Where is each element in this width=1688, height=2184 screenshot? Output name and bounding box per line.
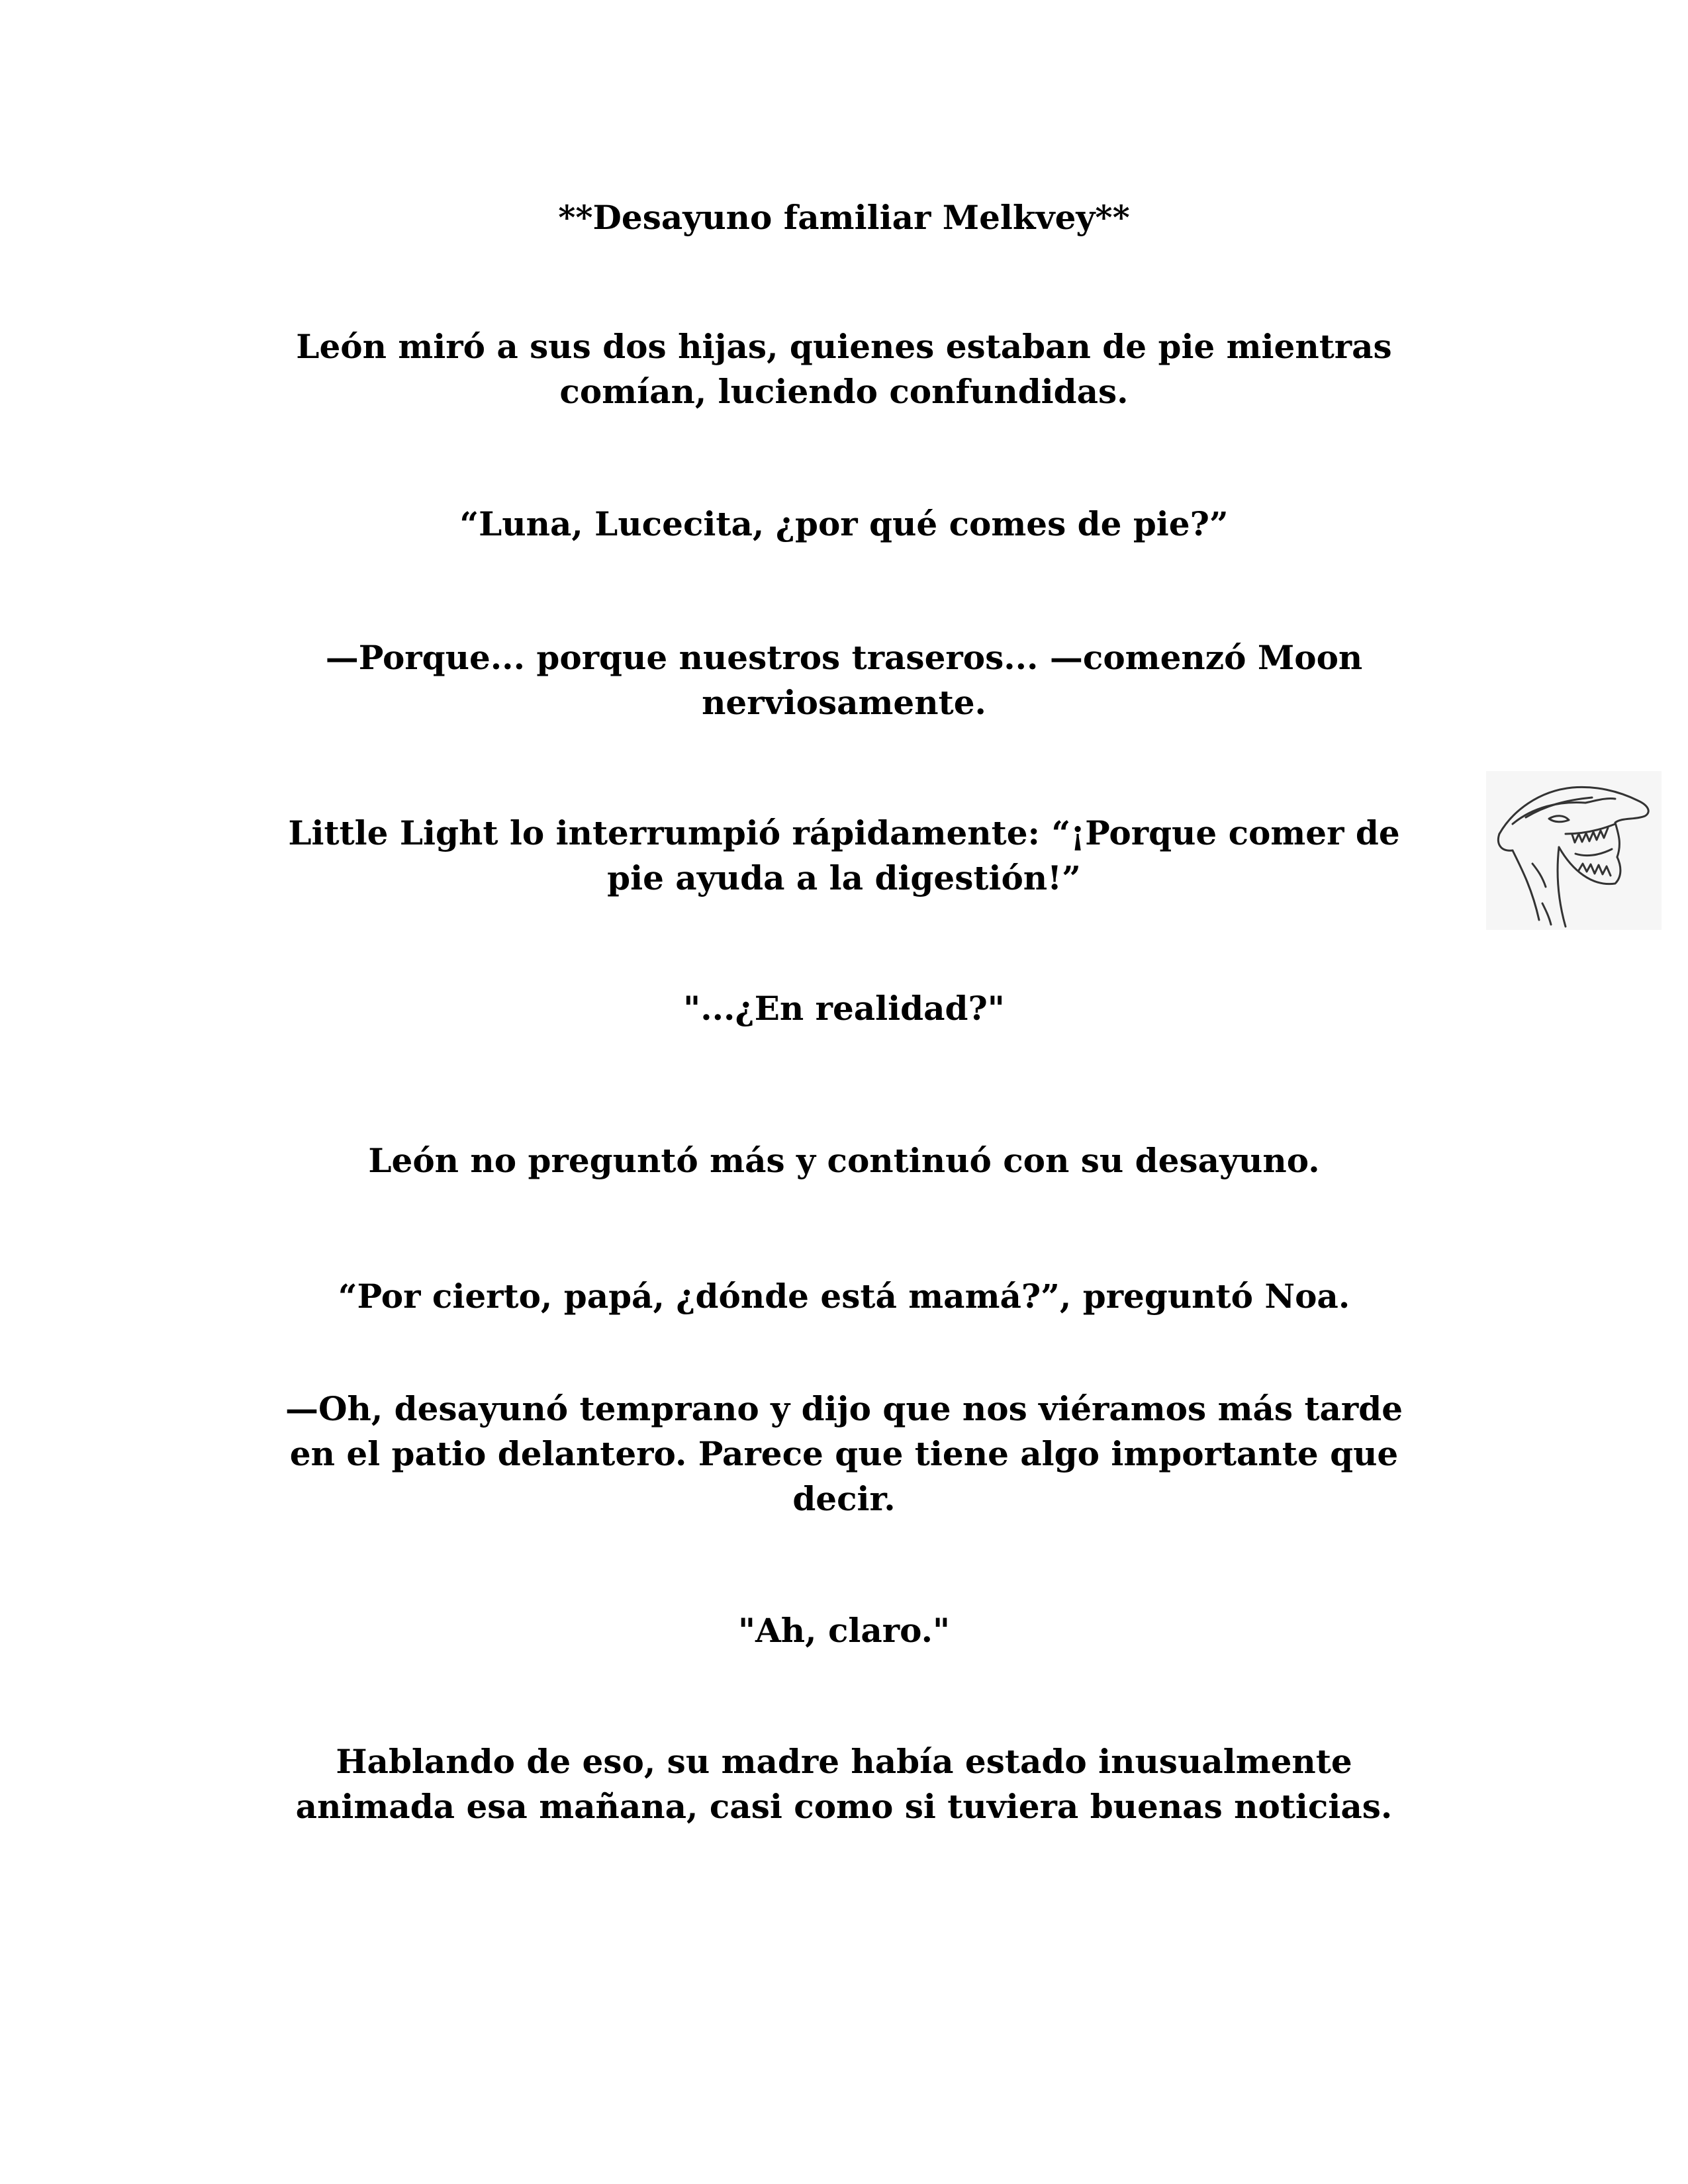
paragraph: "Ah, claro." — [737, 1611, 951, 1650]
paragraph: “Por cierto, papá, ¿dónde está mamá?”, preguntó Noa. — [338, 1277, 1350, 1316]
dinosaur-sketch-icon — [1486, 771, 1662, 930]
paragraph: Hablando de eso, su madre había estado inusualmente animada esa mañana, casi como si tuviera buenas noticias. — [295, 1742, 1393, 1826]
paragraph: Little Light lo interrumpió rápidamente: “¡Porque comer de pie ayuda a la digestión!” — [288, 813, 1400, 897]
paragraph: “Luna, Lucecita, ¿por qué comes de pie?” — [459, 504, 1229, 543]
paragraph: "...¿En realidad?" — [683, 989, 1005, 1028]
document-title: **Desayuno familiar Melkvey** — [558, 198, 1130, 237]
paragraph: León miró a sus dos hijas, quienes estaban de pie mientras comían, luciendo confundidas. — [296, 327, 1392, 411]
paragraph: —Porque... porque nuestros traseros... —comenzó Moon nerviosamente. — [325, 638, 1363, 722]
paragraph: León no preguntó más y continuó con su desayuno. — [368, 1141, 1320, 1180]
paragraph: —Oh, desayunó temprano y dijo que nos viéramos más tarde en el patio delantero. Parece que tiene algo importante que decir. — [285, 1389, 1403, 1518]
